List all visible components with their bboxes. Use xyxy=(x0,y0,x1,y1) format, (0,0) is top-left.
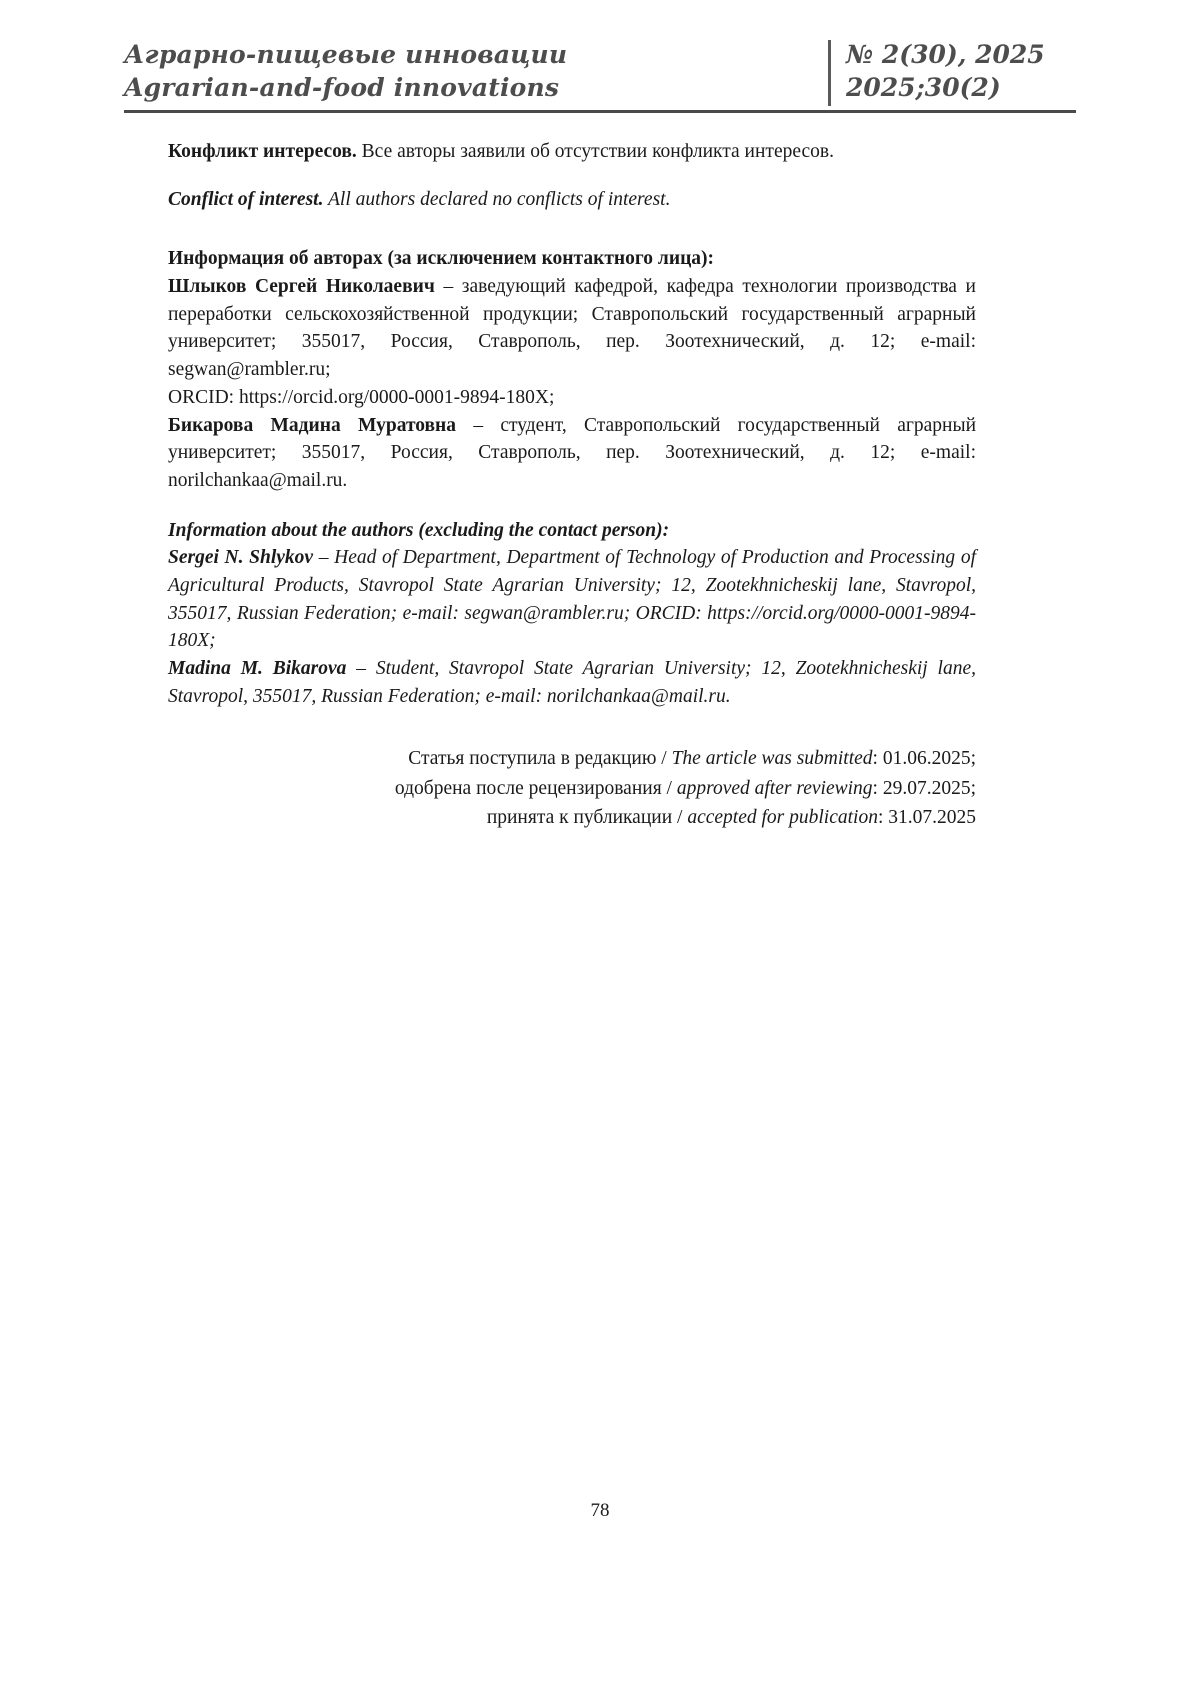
author-ru-2 xyxy=(168,412,976,495)
author-details-en-1: – Head of Department, Department of Technology of Production and Processing of Agricultural Products, Stavropol State Agrarian University; 12, Zootekhnicheskij lane, Stavropol, 355017, Russian Federation; e-mail: segwan@rambler.ru; ORCID: https://orcid.org/0000-0001-9894-180X; xyxy=(168,547,976,652)
page-number: 78 xyxy=(590,1500,610,1521)
running-head xyxy=(124,38,1076,110)
author-details-ru-1: – заведующий кафедрой, кафедра технологии производства и переработки сельскохозяйственной продукции; Ставропольский государственный аграрный университет; 355017, Россия, Ставрополь, пер. Зоотехнический, д. 12; e-mail: segwan@rambler.ru; xyxy=(168,276,976,381)
author-en-2 xyxy=(168,655,976,710)
date-reviewed xyxy=(168,774,976,803)
issue-number: № 2(30), 2025 xyxy=(846,40,1045,69)
spacer xyxy=(168,233,976,245)
journal-title-ru: Аграрно-пищевые инновации xyxy=(124,40,568,69)
date-reviewed-value: : 29.07.2025; xyxy=(872,777,976,799)
date-submitted-label-ru: Статья поступила в редакцию / xyxy=(408,748,672,770)
conflict-text-en: All authors declared no conflicts of interest. xyxy=(323,188,671,210)
author-name-ru-2: Бикарова Мадина Муратовна xyxy=(168,414,457,436)
author-details-en-2: – Student, Stavropol State Agrarian University; 12, Zootekhnicheskij lane, Stavropol, 355017, Russian Federation; e-mail: norilchankaa@mail.ru. xyxy=(168,658,977,707)
conflict-label-en: Conflict of interest. xyxy=(168,188,324,210)
date-reviewed-label-en: approved after reviewing xyxy=(676,777,873,799)
author-name-en-1: Sergei N. Shlykov xyxy=(168,547,314,569)
issue-info xyxy=(828,38,1076,104)
publication-dates xyxy=(168,744,976,832)
date-accepted-value: : 31.07.2025 xyxy=(877,806,976,828)
author-orcid-ru-1: ORCID: https://orcid.org/0000-0001-9894-180X; xyxy=(168,386,555,408)
conflict-of-interest-ru xyxy=(168,138,976,166)
authors-info-en xyxy=(168,517,976,711)
date-submitted-label-en: The article was submitted xyxy=(671,748,873,770)
spacer xyxy=(168,495,976,517)
date-submitted xyxy=(168,744,976,773)
author-details-ru-2: – студент, Ставропольский государственный аграрный университет; 355017, Россия, Ставрополь, пер. Зоотехнический, д. 12; e-mail: norilchankaa@mail.ru. xyxy=(168,414,977,491)
authors-info-ru xyxy=(168,245,976,494)
journal-title-en: Agrarian-and-food innovations xyxy=(124,73,560,102)
author-ru-1 xyxy=(168,273,976,384)
header-divider xyxy=(124,110,1076,113)
journal-title xyxy=(124,38,567,104)
author-name-ru-1: Шлыков Сергей Николаевич xyxy=(168,276,435,298)
date-reviewed-label-ru: одобрена после рецензирования / xyxy=(394,777,677,799)
conflict-text-ru: Все авторы заявили об отсутствии конфликта интересов. xyxy=(356,141,834,162)
author-name-en-2: Madina M. Bikarova xyxy=(168,658,347,679)
date-accepted-label-ru: принята к публикации / xyxy=(486,806,688,828)
date-submitted-value: : 01.06.2025; xyxy=(872,748,976,770)
authors-heading-en: Information about the authors (excluding the contact person): xyxy=(168,519,670,541)
issue-citation: 2025;30(2) xyxy=(846,73,1001,102)
conflict-label-ru: Конфликт интересов. xyxy=(168,141,357,162)
conflict-of-interest-en xyxy=(168,186,976,214)
author-en-1 xyxy=(168,544,976,655)
date-accepted xyxy=(168,803,976,832)
date-accepted-label-en: accepted for publication xyxy=(687,806,878,828)
authors-heading-ru: Информация об авторах (за исключением контактного лица): xyxy=(168,248,715,270)
page-content xyxy=(168,138,976,832)
